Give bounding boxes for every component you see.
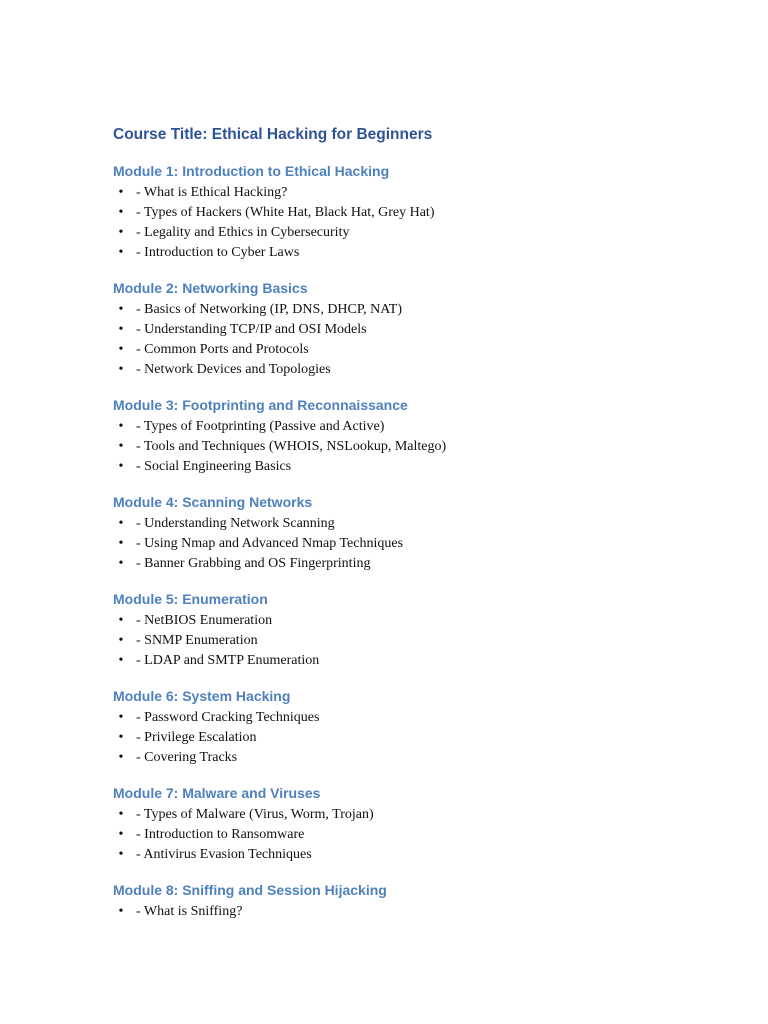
- bullet-icon: •: [118, 342, 124, 357]
- module-6-section: [113, 686, 713, 768]
- topic-list-item: [113, 203, 713, 223]
- topic-text: - NetBIOS Enumeration: [136, 613, 273, 628]
- bullet-icon: •: [118, 847, 124, 862]
- bullet-icon: •: [118, 536, 124, 551]
- bullet-icon: •: [118, 807, 124, 822]
- topic-text: - Social Engineering Basics: [136, 459, 292, 474]
- topic-text: - Tools and Techniques (WHOIS, NSLookup, Maltego): [136, 439, 447, 454]
- module-topic-list: [113, 805, 713, 865]
- topic-text: - Types of Hackers (White Hat, Black Hat, Grey Hat): [136, 205, 435, 220]
- bullet-icon: •: [118, 419, 124, 434]
- topic-text: - Network Devices and Topologies: [136, 362, 331, 377]
- module-7-section: [113, 783, 713, 865]
- bullet-icon: •: [118, 322, 124, 337]
- topic-text: - Basics of Networking (IP, DNS, DHCP, NAT): [136, 302, 402, 317]
- topic-list-item: [113, 631, 713, 651]
- topic-list-item: [113, 243, 713, 263]
- module-topic-list: [113, 708, 713, 768]
- topic-text: - Antivirus Evasion Techniques: [136, 847, 312, 862]
- topic-list-item: [113, 845, 713, 865]
- bullet-icon: •: [118, 904, 124, 919]
- document-page: [113, 124, 713, 922]
- topic-text: - Common Ports and Protocols: [136, 342, 309, 357]
- topic-text: - SNMP Enumeration: [136, 633, 258, 648]
- topic-text: - Banner Grabbing and OS Fingerprinting: [136, 556, 371, 571]
- module-heading: Module 4: Scanning Networks: [113, 494, 313, 510]
- module-topic-list: [113, 183, 713, 263]
- topic-list-item: [113, 902, 713, 922]
- topic-list-item: [113, 437, 713, 457]
- module-heading: Module 7: Malware and Viruses: [113, 785, 321, 801]
- module-list: [113, 161, 713, 922]
- topic-text: - Understanding Network Scanning: [136, 516, 335, 531]
- bullet-icon: •: [118, 710, 124, 725]
- topic-text: - Using Nmap and Advanced Nmap Techniques: [136, 536, 404, 551]
- bullet-icon: •: [118, 185, 124, 200]
- module-3-section: [113, 395, 713, 477]
- topic-text: - What is Sniffing?: [136, 904, 243, 919]
- topic-list-item: [113, 457, 713, 477]
- module-topic-list: [113, 514, 713, 574]
- topic-text: - Password Cracking Techniques: [136, 710, 320, 725]
- topic-list-item: [113, 417, 713, 437]
- course-title: Course Title: Ethical Hacking for Beginners: [113, 126, 433, 143]
- topic-list-item: [113, 514, 713, 534]
- module-8-section: [113, 880, 713, 922]
- topic-list-item: [113, 728, 713, 748]
- bullet-icon: •: [118, 225, 124, 240]
- module-topic-list: [113, 300, 713, 380]
- topic-list-item: [113, 805, 713, 825]
- bullet-icon: •: [118, 362, 124, 377]
- bullet-icon: •: [118, 633, 124, 648]
- module-topic-list: [113, 417, 713, 477]
- module-topic-list: [113, 611, 713, 671]
- bullet-icon: •: [118, 245, 124, 260]
- module-topic-list: [113, 902, 713, 922]
- topic-text: - Privilege Escalation: [136, 730, 257, 745]
- topic-list-item: [113, 554, 713, 574]
- topic-list-item: [113, 748, 713, 768]
- bullet-icon: •: [118, 556, 124, 571]
- topic-list-item: [113, 825, 713, 845]
- topic-list-item: [113, 651, 713, 671]
- bullet-icon: •: [118, 302, 124, 317]
- bullet-icon: •: [118, 459, 124, 474]
- topic-list-item: [113, 183, 713, 203]
- topic-text: - LDAP and SMTP Enumeration: [136, 653, 320, 668]
- topic-text: - Types of Footprinting (Passive and Active): [136, 419, 385, 434]
- module-1-section: [113, 161, 713, 263]
- bullet-icon: •: [118, 613, 124, 628]
- bullet-icon: •: [118, 827, 124, 842]
- topic-text: - Introduction to Cyber Laws: [136, 245, 300, 260]
- bullet-icon: •: [118, 205, 124, 220]
- topic-list-item: [113, 360, 713, 380]
- module-heading: Module 2: Networking Basics: [113, 280, 308, 296]
- module-heading: Module 8: Sniffing and Session Hijacking: [113, 882, 387, 898]
- bullet-icon: •: [118, 439, 124, 454]
- topic-text: - Types of Malware (Virus, Worm, Trojan): [136, 807, 374, 822]
- module-heading: Module 5: Enumeration: [113, 591, 268, 607]
- module-4-section: [113, 492, 713, 574]
- topic-text: - Understanding TCP/IP and OSI Models: [136, 322, 367, 337]
- topic-list-item: [113, 534, 713, 554]
- topic-list-item: [113, 223, 713, 243]
- topic-list-item: [113, 320, 713, 340]
- topic-list-item: [113, 611, 713, 631]
- topic-list-item: [113, 708, 713, 728]
- bullet-icon: •: [118, 516, 124, 531]
- module-heading: Module 6: System Hacking: [113, 688, 291, 704]
- topic-text: - Covering Tracks: [136, 750, 238, 765]
- topic-text: - What is Ethical Hacking?: [136, 185, 288, 200]
- module-5-section: [113, 589, 713, 671]
- topic-text: - Legality and Ethics in Cybersecurity: [136, 225, 350, 240]
- topic-list-item: [113, 300, 713, 320]
- bullet-icon: •: [118, 730, 124, 745]
- module-2-section: [113, 278, 713, 380]
- topic-text: - Introduction to Ransomware: [136, 827, 305, 842]
- module-heading: Module 3: Footprinting and Reconnaissance: [113, 397, 408, 413]
- module-heading: Module 1: Introduction to Ethical Hacking: [113, 163, 390, 179]
- bullet-icon: •: [118, 653, 124, 668]
- topic-list-item: [113, 340, 713, 360]
- bullet-icon: •: [118, 750, 124, 765]
